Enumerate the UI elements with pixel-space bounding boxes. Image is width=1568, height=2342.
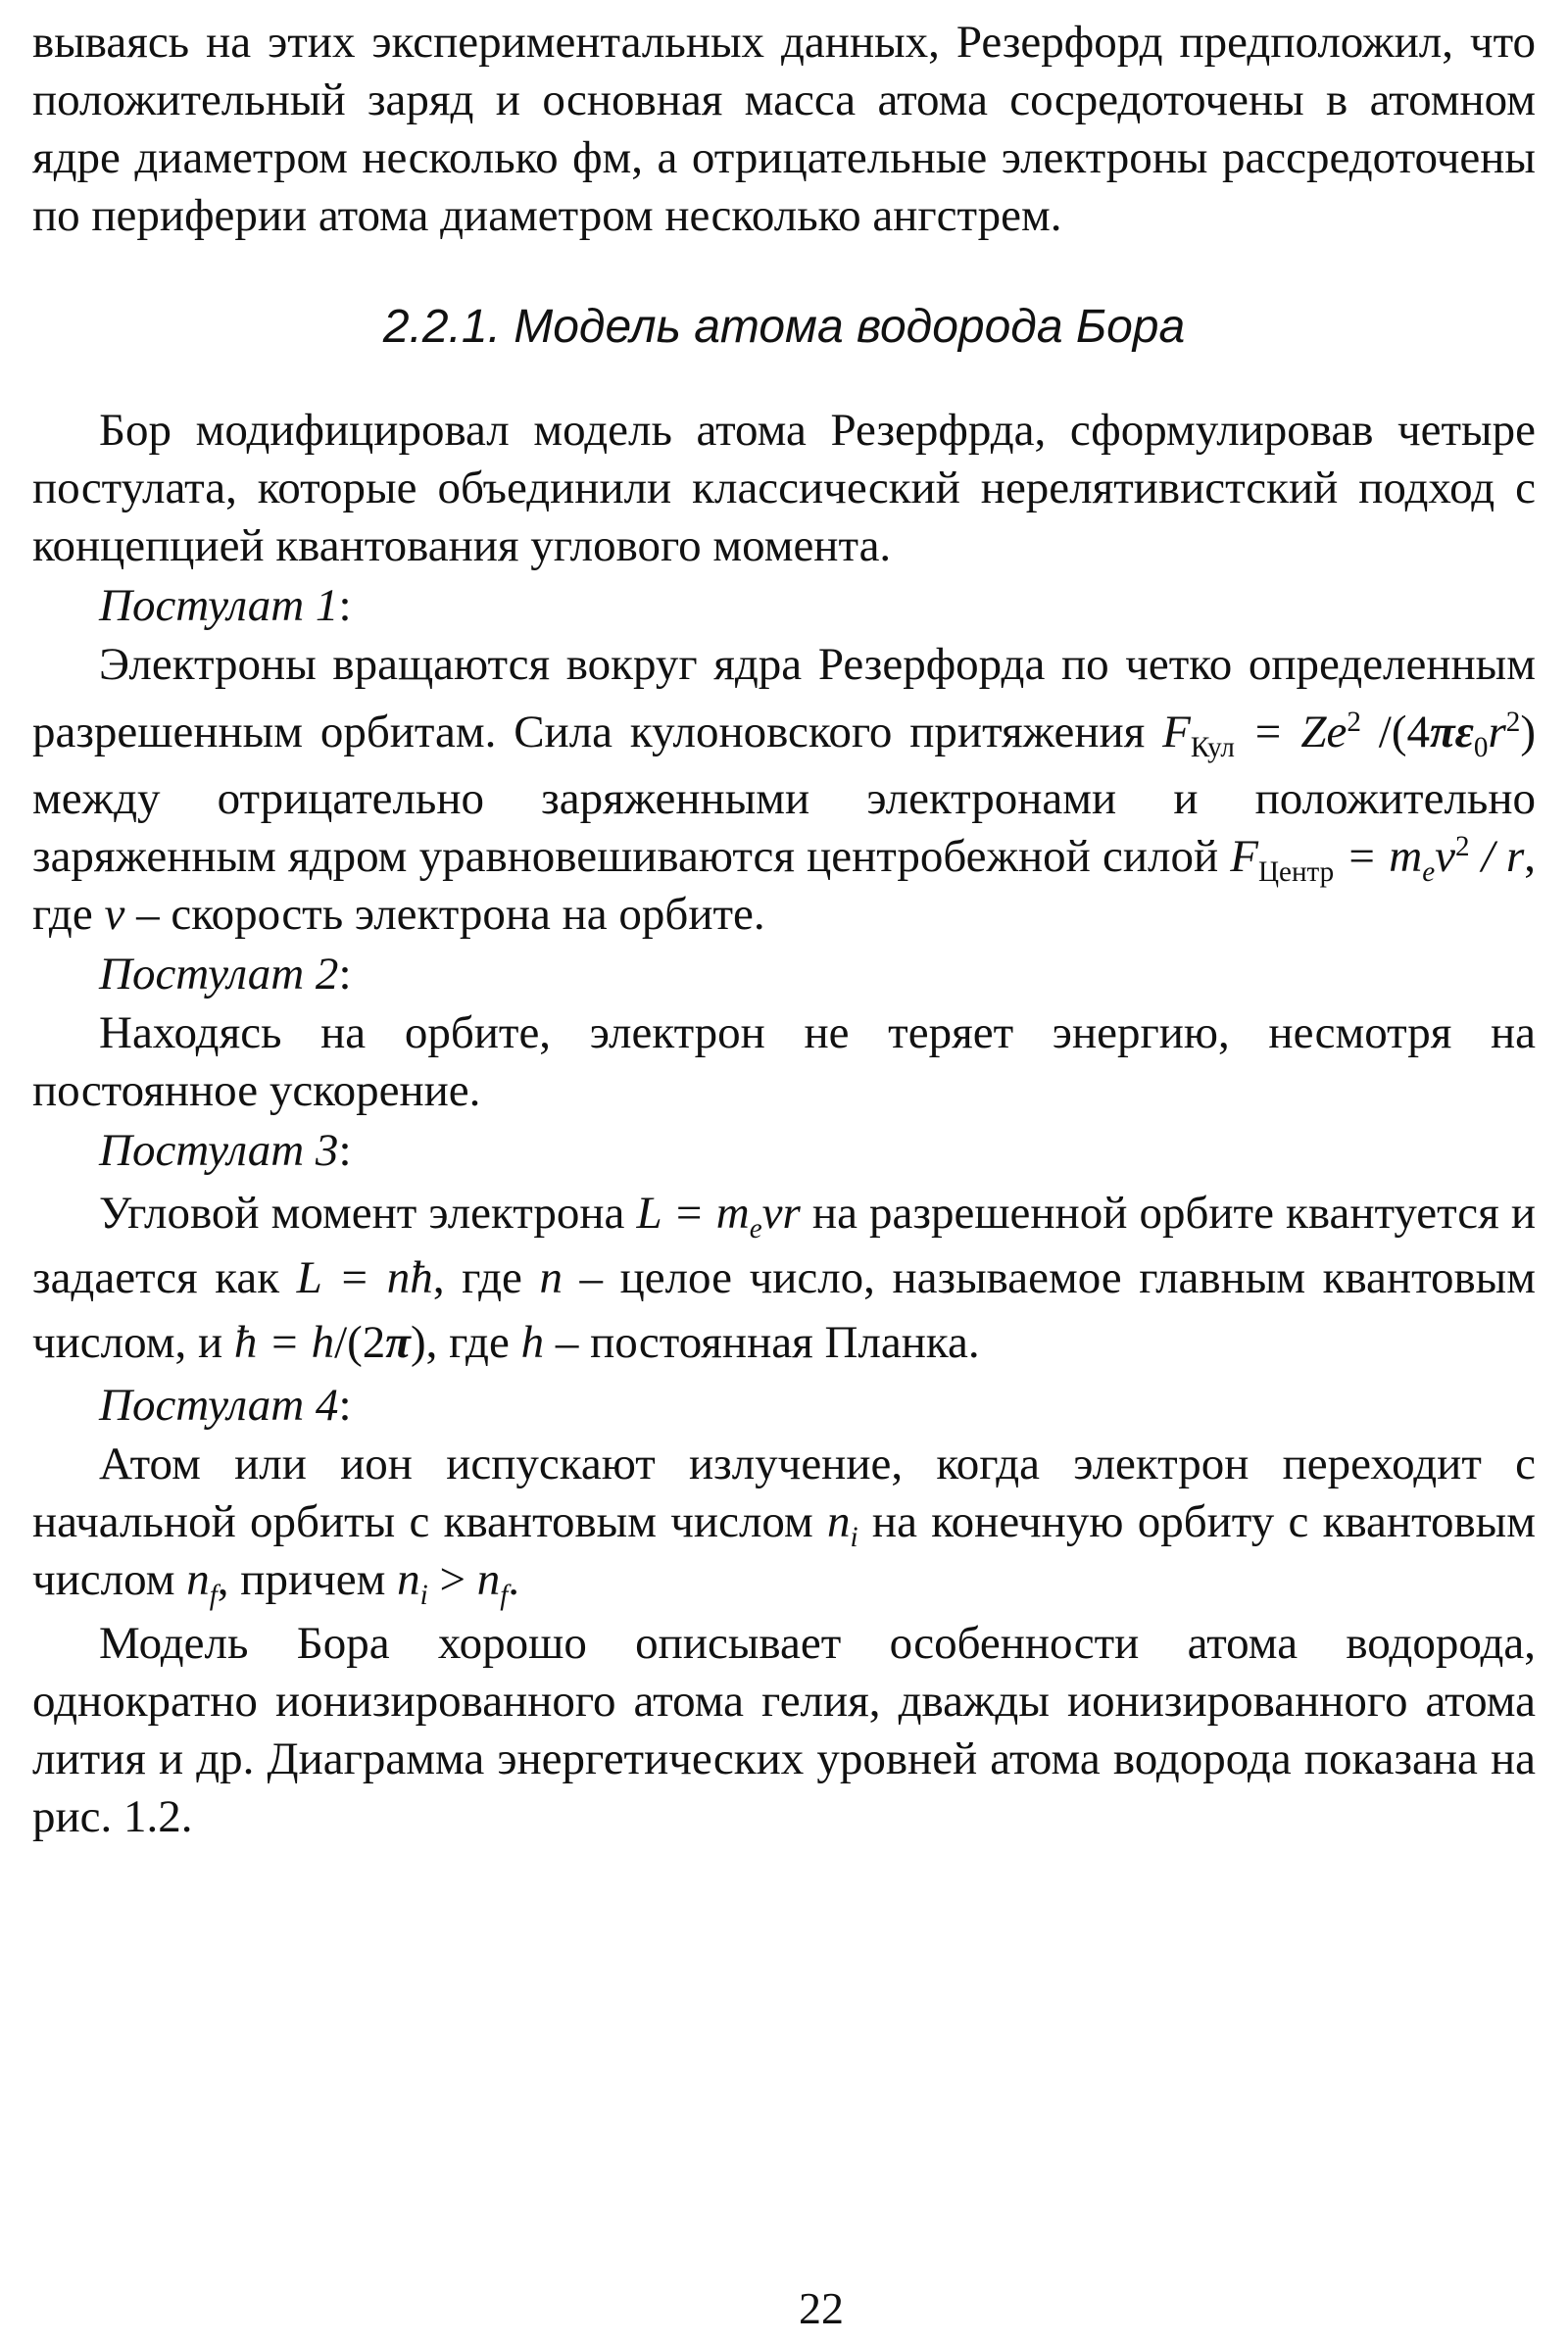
conclusion-paragraph: Модель Бора хорошо описывает особенности атома водорода, однократно ионизированного атома гелия, дважды ионизированного атома лития и др. Диаграмма энергетических уровней атома водорода показана на рис. 1.2. [32, 1618, 1536, 1842]
page-number: 22 [799, 2283, 844, 2333]
quantization-formula: L = nħ [296, 1252, 433, 1303]
hbar-formula: ħ = h/(2π) [233, 1317, 426, 1368]
postulate-1-label: Постулат 1: [99, 580, 352, 631]
postulate-2-label: Постулат 2: [99, 949, 352, 1000]
postulate-4-text: Атом или ион испускают излучение, когда электрон переходит с начальной орбиты с квантовым числом $n_i$ на конечную орбиту с квантовым числом $n_f$, причем $n_i > n_f$. [32, 1439, 1536, 1612]
postulate-3-label: Постулат 3: [99, 1125, 352, 1176]
centrifugal-force-formula: $F_{Центр} = m_ev^2 / r$ [1230, 830, 1525, 889]
section-heading: 2.2.1. Модель атома водорода Бора [382, 301, 1186, 353]
postulate-1-text: Электроны вращаются вокруг ядра Резерфорда по четко определенным разрешенным орбитам. Сила кулоновского притяжения $F_{Кул} = Ze^2$ $/(4\pi\varepsilon_0r^2)$ между отрицательно заряженными электронами и положительно заряженным ядром уравновешиваются центробежной силой $F_{Центр} = m_ev^2 / r$, где v – скорость электрона на орбите. [32, 639, 1536, 940]
postulate-3-text: Угловой момент электрона $L = m_evr$ на разрешенной орбите квантуется и задается как L = nħ, где n – целое число, называемое главным квантовым числом, и ħ = h/(2π), где h – постоянная Планка. [32, 1188, 1537, 1368]
angular-momentum-formula: $L = m_evr$ [636, 1188, 801, 1245]
page-content [32, 14, 1536, 1846]
postulate-4-label: Постулат 4: [99, 1380, 352, 1431]
postulate-2-text: Находясь на орбите, электрон не теряет энергию, несмотря на постоянное ускорение. [32, 1007, 1536, 1116]
bohr-intro-paragraph: Бор модифицировал модель атома Резерфрда, сформулировав четыре постулата, которые объединили классический нерелятивистский подход с концепцией квантования углового момента. [32, 405, 1536, 571]
coulomb-force-formula: $F_{Кул} = Ze^2$ $/(4\pi\varepsilon_0r^2)$ [1162, 706, 1536, 764]
intro-paragraph: вываясь на этих экспериментальных данных, Резерфорд предположил, что положительный заряд и основная масса атома сосредоточены в атомном ядре диаметром несколько фм, а отрицательные электроны рассредоточены по периферии атома диаметром несколько ангстрем. [32, 17, 1536, 241]
